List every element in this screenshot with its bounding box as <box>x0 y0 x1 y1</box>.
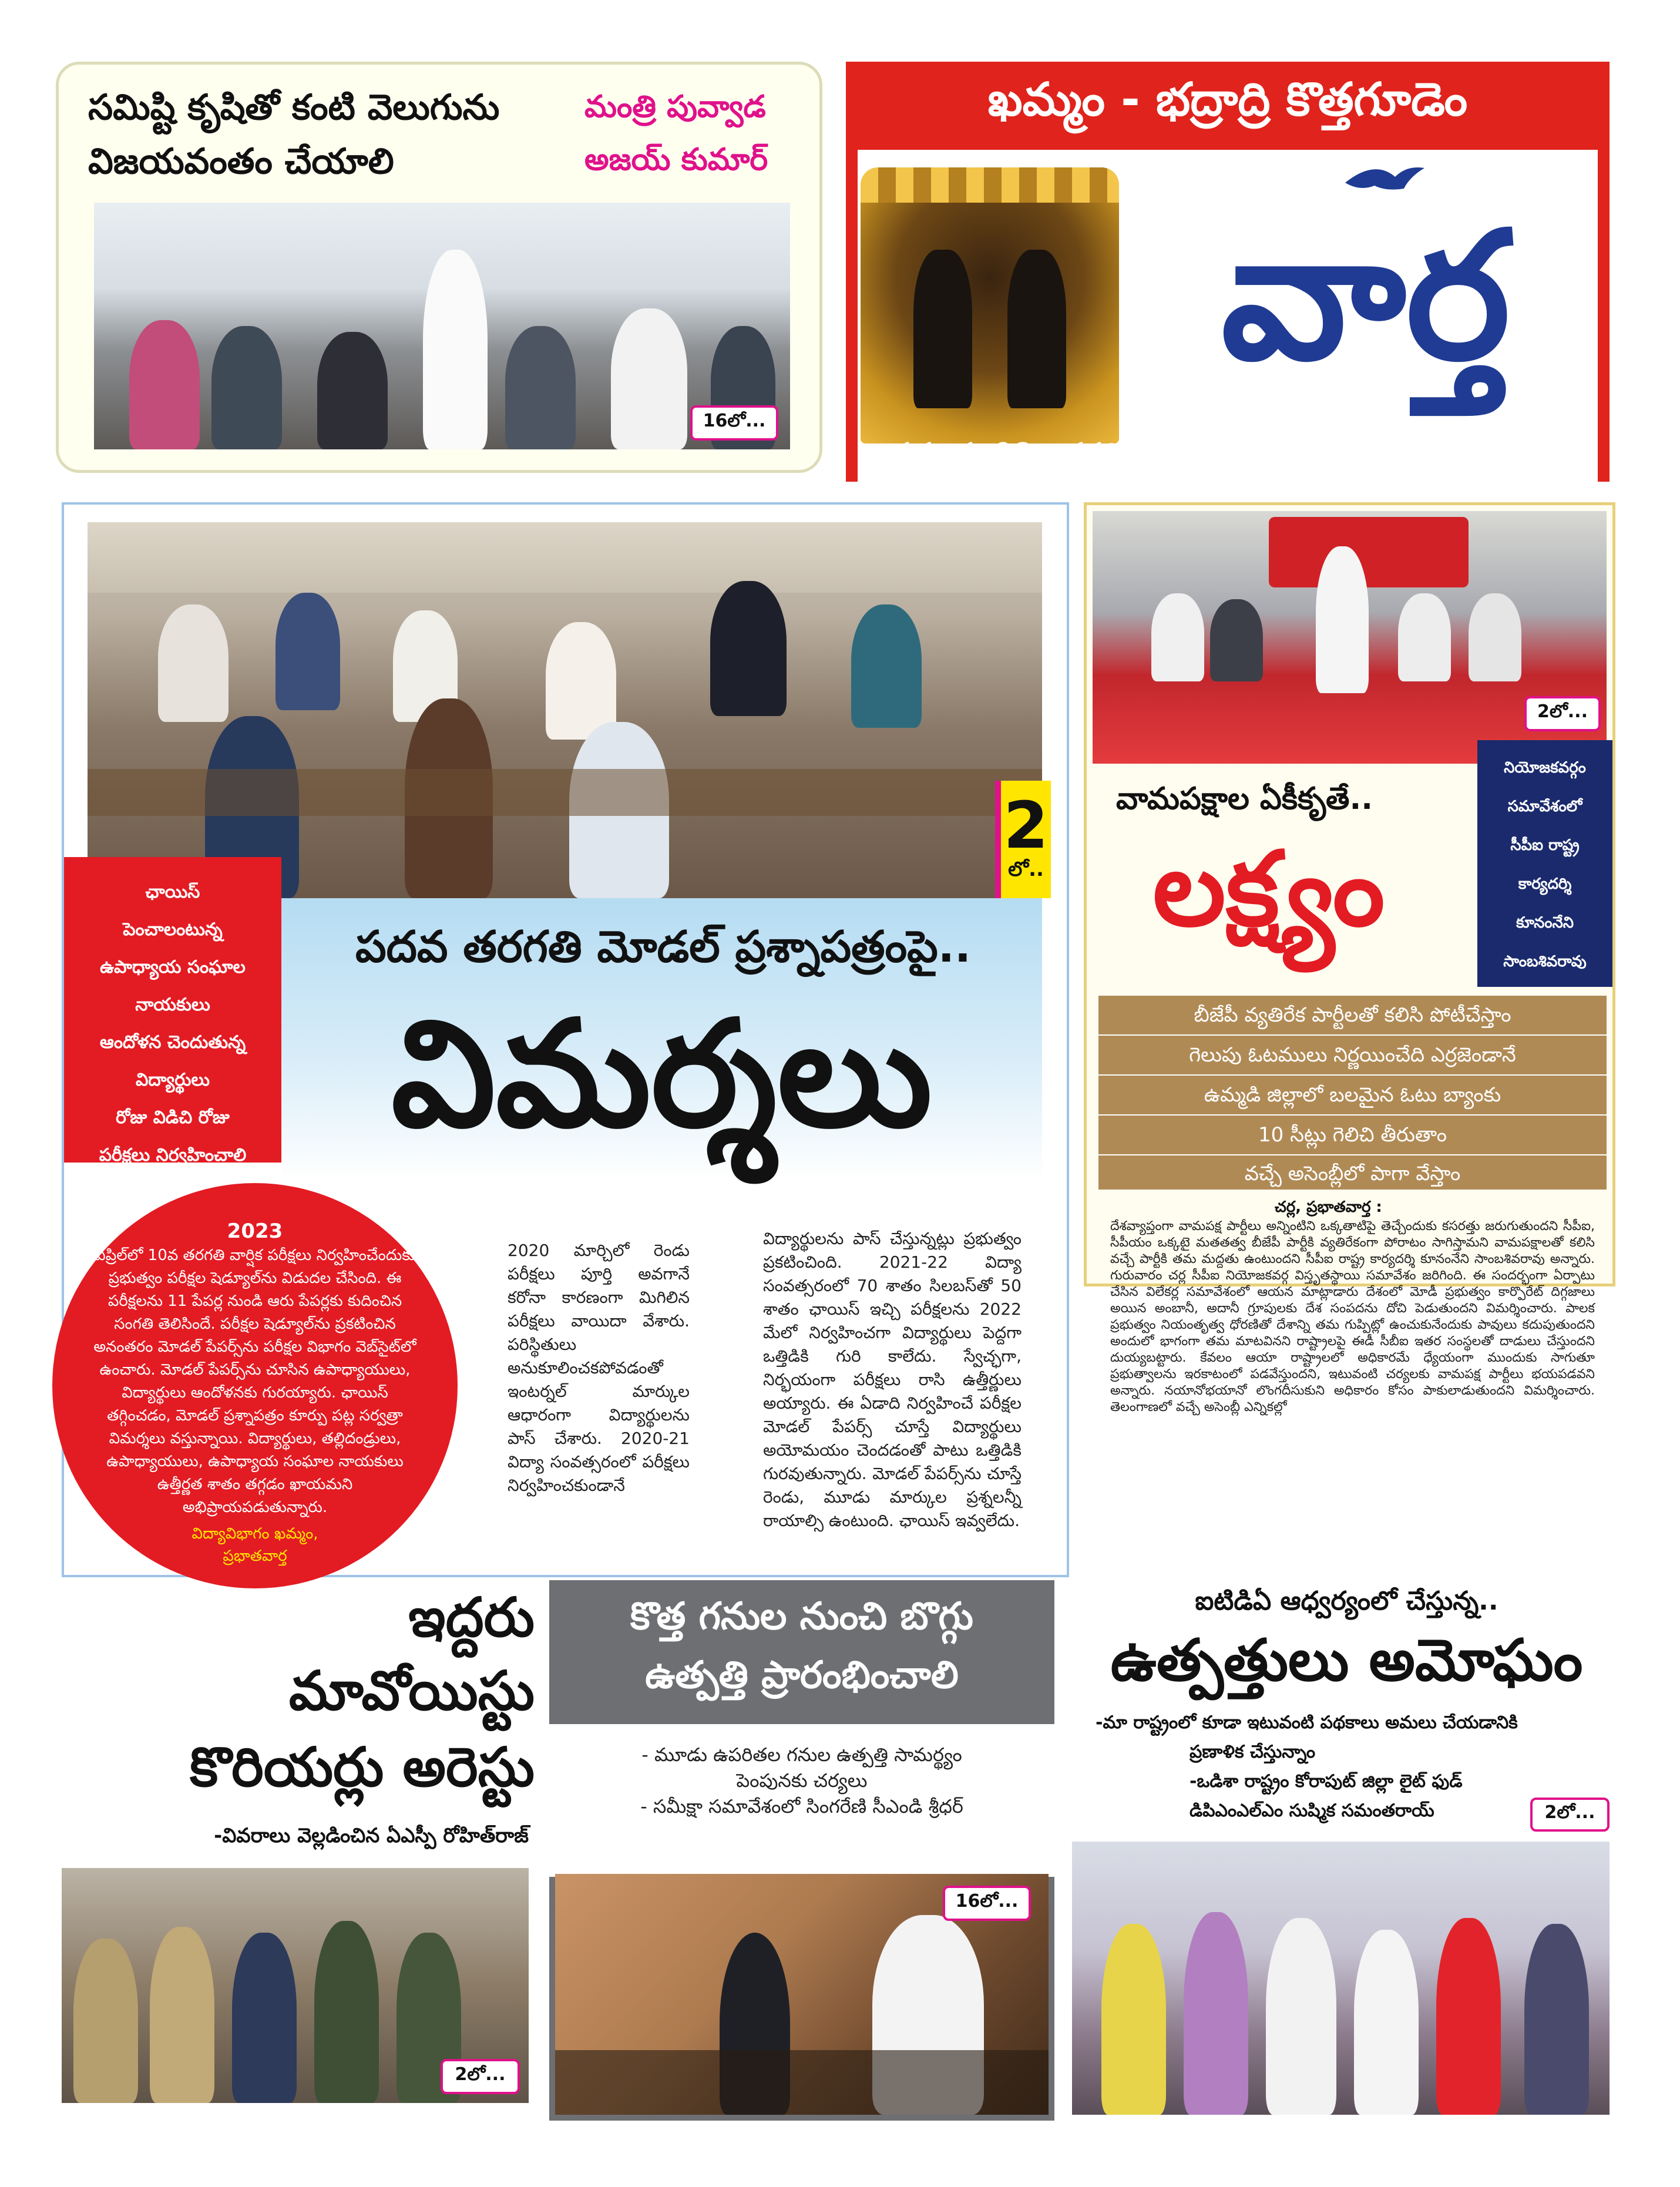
main-circle-summary <box>52 1183 458 1588</box>
cpi-body: దేశవ్యాప్తంగా వామపక్ష పార్టీలు అన్నింటిని ఒక్కతాటిపై తెచ్చేందుకు కసరత్తు జరుగుతుందని సీపీఐ, సీపీయం ఒక్కటై మతతత్వ బీజేపీ పార్టీకి వ్యతిరేకంగా పోరాటం సాగిస్తామని వామపక్షాలతో కలిసి వచ్చే పార్టీకి తమ మద్దతు ఉంటుందని సీపీఐ రాష్ట్ర కార్యదర్శి కూనంనేని సాంబశివరావు అన్నారు. గురువారం చర్ల సీపీఐ నియోజకవర్గ విస్తృతస్థాయి సమావేశం జరిగింది. ఈ సందర్భంగా ఏర్పాటు చేసిన విలేకర్ల సమావేశంలో ఆయన మాట్లాడారు దేశంలో మోడీ ప్రభుత్వం కార్పొరేట్ దిగ్గజాలు అయిన అంబానీ, అదానీ గ్రూపులకు దేశ సంపదను దోచి పెడుతుందని విమర్శించారు. పాలక ప్రభుత్వం నియంతృత్వ ధోరణితో దేశాన్ని తమ గుప్పిట్లో ఉంచుకునేందుకు పావులు కదుపుతుందని అందులో భాగంగా తమ మాటవినని రాష్ట్రాలపై ఈడీ సీబీఐ ఇతర సంస్థలతో దాడులు చేస్తుందని దుయ్యబట్టారు. కేవలం ఆయా రాష్ట్రాలలో అధికారమే ధ్యేయంగా ముందుకు సాగుతూ ప్రభుత్వాలను ఇరకాటంలో పడవేస్తుందని, ఇటువంటి చర్యలకు వామపక్ష పార్టీలు భయపడవని అన్నారు. నయానోభయానో లొంగదీసుకుని అధికారం కోసం పాకులాడుతుందని విమర్శించారు. తెలంగాణలో వచ్చే అసెంబ్లీ ఎన్నికల్లో <box>1110 1219 1595 1415</box>
cpi-quotes-box <box>1098 996 1607 1190</box>
cpi-side-point: సాంబశివరావు <box>1503 953 1587 970</box>
circle-year: 2023 <box>227 1220 283 1243</box>
main-side-point: విద్యార్థులు <box>135 1070 210 1090</box>
cpi-photo <box>1093 511 1607 764</box>
cpi-quote: ఉమ్మడి జిల్లాలో బలమైన ఓటు బ్యాంకు <box>1098 1076 1607 1116</box>
maoist-headline-2: మావోయిస్టు <box>288 1659 535 1722</box>
masthead-white-band <box>858 150 1598 482</box>
coal-bullet-1a: - మూడు ఉపరితల గనుల ఉత్పత్తి సామర్థ్యం <box>641 1743 962 1766</box>
cpi-side-point: సీపీఐ రాష్ట్ర <box>1510 836 1580 854</box>
circle-text: ఏప్రిల్‌లో 10వ తరగతి వార్షిక పరీక్షలు నిర్వహించేందుకు ప్రభుత్వం పరీక్షల షెడ్యూల్‌ను విడుదల చేసింది. ఈ పరీక్షలను 11 పేపర్ల నుండి ఆరు పేపర్లకు కుదించిన సంగతి తెలిసిందే. పరీక్షల షెడ్యూల్‌ను ప్రకటించిన అనంతరం మోడల్ పేపర్స్‌ను పరీక్షల విభాగం వెబ్‌సైట్‌లో ఉంచారు. మోడల్ పేపర్స్‌ను చూసిన ఉపాధ్యాయులు, విద్యార్థులు ఆందోళనకు గురయ్యారు. ఛాయిస్ తగ్గించడం, మోడల్ ప్రశ్నాపత్రం కూర్పు పట్ల సర్వత్రా విమర్శలు వస్తున్నాయి. విద్యార్థులు, తల్లిదండ్రులు, ఉపాధ్యాయులు, ఉపాధ్యాయ సంఘాల నాయకులు ఉత్తీర్ణత శాతం తగ్గడం ఖాయమని అభిప్రాయపడుతున్నారు. <box>93 1247 416 1516</box>
main-side-point: రోజు విడిచి రోజు <box>116 1107 230 1128</box>
masthead-paper-name: వార్త <box>1221 194 1511 399</box>
coal-photo <box>555 1874 1049 2115</box>
coal-headline-2: ఉత్పత్తి ప్రారంభించాలి <box>645 1654 959 1697</box>
main-side-panel <box>64 857 281 1163</box>
main-side-point: నాయకులు <box>135 995 210 1015</box>
cpi-quote: 10 సీట్లు గెలిచి తీరుతాం <box>1098 1116 1607 1155</box>
main-headline-panel <box>281 898 1042 1180</box>
exam-photo <box>88 522 1049 898</box>
top-left-story <box>56 62 822 473</box>
main-body-col-2: విద్యార్థులను పాస్ చేస్తున్నట్లు ప్రభుత్వం ప్రకటించింది. 2021-22 విద్యా సంవత్సరంలో 70 శాతం సిలబస్‌తో 50 శాతం ఛాయిస్ ఇచ్చి పరీక్షలను 2022 మేలో నిర్వహించగా విద్యార్థులు పెద్దగా ఒత్తిడికి గురి కాలేదు. స్వేచ్ఛగా, నిర్భయంగా పరీక్షలు రాసి ఉత్తీర్ణులు అయ్యారు. ఈ ఏడాది నిర్వహించే పరీక్షల మోడల్ పేపర్స్ చూస్తే విద్యార్థులు అయోమయం చెందడంతో పాటు ఒత్తిడికి గురవుతున్నారు. మోడల్ పేపర్స్‌ను చూస్తే రెండు, మూడు మార్కుల ప్రశ్నలన్నీ రాయాల్సి ఉంటుంది. ఛాయిస్ ఇవ్వలేదు. <box>763 1229 1022 1530</box>
main-body-col-1: 2020 మార్చిలో రెండు పరీక్షలు పూర్తి అవగానే కరోనా కారణంగా మిగిలిన పరీక్షలు వాయిదా వేశారు. పరిస్థితులు అనుకూలించకపోవడంతో ఇంటర్నల్ మార్కుల ఆధారంగా విద్యార్థులను పాస్ చేశారు. 2020-21 విద్యా సంవత్సరంలో పరీక్షలు నిర్వహించకుండానే <box>508 1241 690 1495</box>
coal-page-ref: 16లో... <box>943 1886 1031 1921</box>
deity-image <box>861 167 1119 444</box>
cpi-side-point: కార్యదర్శి <box>1518 875 1572 893</box>
top-left-page-ref: 16లో... <box>690 405 778 441</box>
itda-page-ref: 2లో... <box>1530 1798 1610 1832</box>
cpi-side-panel <box>1477 740 1612 987</box>
itda-attr-2: డిపిఎంఎల్ఎం సుష్మిక సమంతరాయ్ <box>1190 1800 1434 1821</box>
maoist-story <box>59 1586 540 2115</box>
cpi-headline: లక్ష్యం <box>1153 830 1385 949</box>
cpi-side-point: సమావేశంలో <box>1507 798 1582 815</box>
main-story <box>62 502 1069 1577</box>
circle-credit-2: ప్రభాతవార్త <box>223 1547 287 1565</box>
maoist-photo <box>62 1868 529 2103</box>
maoist-page-ref: 2లో... <box>441 2059 520 2094</box>
cpi-quote: గెలుపు ఓటములు నిర్ణయించేది ఎర్రజెండానే <box>1098 1036 1607 1076</box>
itda-quote-2: ప్రణాళిక చేస్తున్నాం <box>1190 1742 1316 1762</box>
masthead-date: శుక్రవారం 06, జనవరి 2023 <box>893 438 1201 468</box>
main-headline: విమర్శలు <box>391 989 932 1160</box>
coal-headline-1: కొత్త గనుల నుంచి బొగ్గు <box>630 1595 973 1638</box>
top-left-byline-1: మంత్రి పువ్వాడ <box>584 89 766 125</box>
main-side-point: ఛాయిస్ <box>145 882 200 902</box>
coal-bullet-1b: పెంపునకు చర్యలు <box>736 1769 868 1792</box>
cpi-quote: వచ్చే అసెంబ్లీలో పాగా వేస్తాం <box>1244 1162 1461 1185</box>
exam-photo-tag-number: 2 <box>1003 788 1049 863</box>
main-side-point: ఉపాధ్యాయ సంఘాల <box>100 957 246 977</box>
cpi-dateline: చర్ల, ప్రభాతవార్త : <box>1275 1198 1382 1216</box>
exam-photo-page-tag <box>995 781 1051 898</box>
circle-credit-1: విద్యావిభాగం ఖమ్మం, <box>191 1525 318 1543</box>
top-left-headline-2: విజయవంతం చేయాలి <box>88 141 394 182</box>
cpi-side-point: కూనంనేని <box>1516 914 1574 932</box>
coal-story <box>549 1580 1054 2121</box>
cpi-kicker: వామపక్షాల ఏకీకృతే.. <box>1116 781 1373 817</box>
itda-quote-1: -మా రాష్ట్రంలో కూడా ఇటువంటి పథకాలు అమలు చేయడానికి <box>1096 1712 1518 1733</box>
itda-photo <box>1072 1842 1610 2115</box>
main-side-point: పరీక్షలు నిర్వహించాలి <box>99 1145 247 1165</box>
cpi-side-point: నియోజకవర్గం <box>1504 759 1586 777</box>
coal-bullets-box <box>549 1724 1054 1877</box>
main-side-point: ఆందోళన చెందుతున్న <box>99 1032 246 1053</box>
cpi-story <box>1084 502 1615 1415</box>
itda-kicker: ఐటిడిఏ ఆధ్వర్యంలో చేస్తున్న.. <box>1195 1586 1498 1616</box>
coal-bullet-2: - సమీక్షా సమావేశంలో సింగరేణి సీఎండి శ్రీధర్ <box>640 1795 963 1818</box>
masthead-region: ఖమ్మం - భద్రాద్రి కొత్తగూడెం <box>987 73 1468 126</box>
main-kicker: పదవ తరగతి మోడల్ ప్రశ్నాపత్రంపై.. <box>355 922 971 972</box>
masthead <box>846 62 1610 482</box>
itda-story <box>1072 1580 1621 2121</box>
maoist-headline-3: కొరియర్లు అరెస్టు <box>190 1736 535 1799</box>
main-side-point: పెంచాలంటున్న <box>123 919 223 940</box>
top-left-byline-2: అజయ్ కుమార్ <box>584 142 768 177</box>
itda-headline: ఉత్పత్తులు అమోఘం <box>1110 1627 1583 1694</box>
top-left-headline-1: సమిష్టి కృషితో కంటి వెలుగును <box>88 87 500 128</box>
masthead-pages: 16 పేజీలు <box>1463 438 1573 468</box>
cpi-page-ref: 2లో... <box>1524 696 1601 731</box>
maoist-headline-1: ఇద్దరు <box>408 1586 535 1649</box>
itda-attr-1: -ఒడిశా రాష్ట్రం కోరాపుట్ జిల్లా లైట్ ఫుడ్ <box>1190 1771 1463 1792</box>
top-left-photo <box>94 203 790 449</box>
maoist-subline: -వివరాలు వెల్లడించిన ఏఎస్పీ రోహిత్‌రాజ్ <box>214 1824 529 1847</box>
exam-photo-tag-text: లో.. <box>1008 858 1044 881</box>
cpi-quote: బీజేపీ వ్యతిరేక పార్టీలతో కలిసి పోటీచేస్తాం <box>1098 996 1607 1036</box>
